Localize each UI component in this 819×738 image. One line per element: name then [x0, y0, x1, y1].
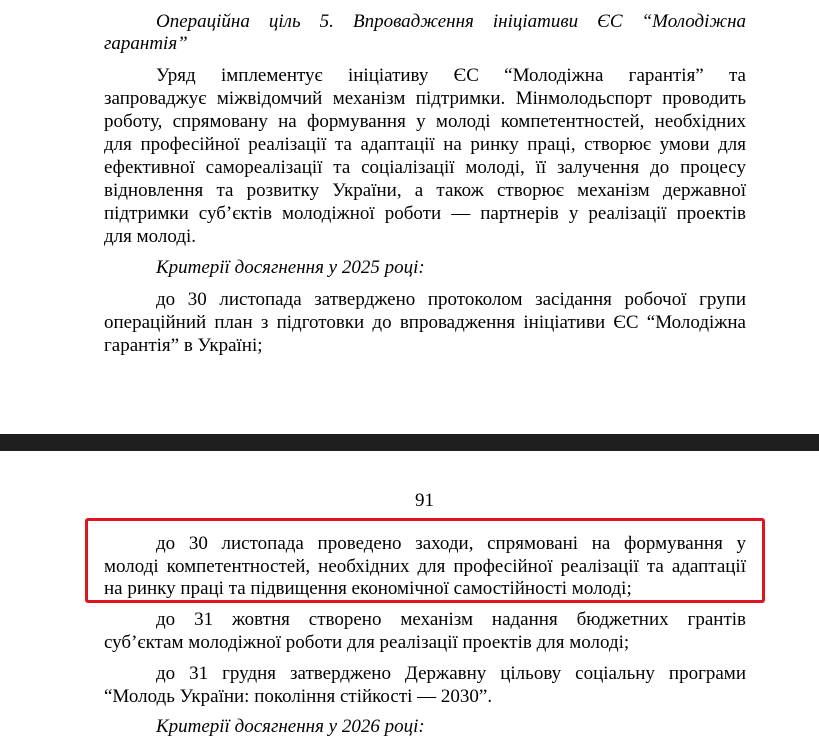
text-line: до 30 листопада затверджено протоколом засідання робочої групи	[156, 289, 746, 310]
text-line: Уряд імплементує ініціативу ЄС “Молодіжна гарантія” та	[156, 65, 746, 86]
criteria-heading-2026: Критерії досягнення у 2026 році:	[156, 716, 425, 737]
text-line: молоді компетентностей, необхідних для професійної реалізації та адаптації	[104, 556, 746, 577]
text-line: гарантія” в Україні;	[104, 335, 263, 356]
text-line: операційний план з підготовки до впровадження ініціативи ЄС “Молодіжна	[104, 312, 746, 333]
text-line: запроваджує міжвідомчий механізм підтримки. Мінмолодьспорт проводить	[104, 88, 746, 109]
text-line: роботу, спрямовану на формування у молоді компетентностей, необхідних	[104, 111, 746, 132]
text-line: відновлення та розвитку України, а також створює механізм державної	[104, 180, 746, 201]
text-line: для молоді.	[104, 226, 197, 247]
text-line: підтримки суб’єктів молодіжної роботи — партнерів у реалізації проектів	[104, 203, 746, 224]
text-line: до 31 грудня затверджено Державну цільову соціальну програми	[156, 663, 746, 684]
text-line: для професійної реалізації та адаптації на ринку праці, створює умови для	[104, 134, 746, 155]
page-separator	[0, 434, 819, 451]
text-line: “Молодь України: покоління стійкості — 2030”.	[104, 686, 493, 707]
text-line: до 30 листопада проведено заходи, спрямовані на формування у	[156, 533, 746, 554]
text-line: суб’єктам молодіжної роботи для реалізації проектів для молоді;	[104, 632, 630, 653]
page-number: 91	[415, 490, 434, 511]
heading-line: Операційна ціль 5. Впровадження ініціативи ЄС “Молодіжна	[156, 11, 746, 32]
heading-line: гарантія”	[104, 33, 188, 54]
criteria-heading-2025: Критерії досягнення у 2025 році:	[156, 257, 425, 278]
text-line: на ринку праці та підвищення економічної самостійності молоді;	[104, 578, 632, 599]
text-line: до 31 жовтня створено механізм надання бюджетних грантів	[156, 609, 746, 630]
text-line: ефективної самореалізації та соціалізації молоді, її залучення до процесу	[104, 157, 746, 178]
